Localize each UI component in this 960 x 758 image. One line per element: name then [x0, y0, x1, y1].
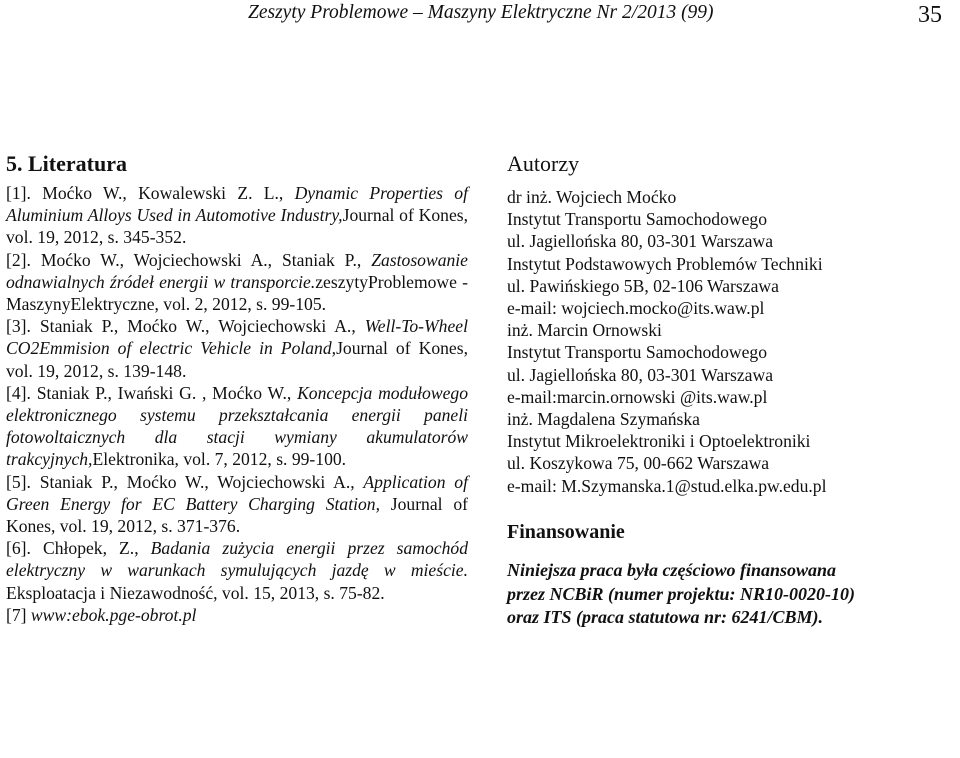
- author-line: ul. Pawińskiego 5B, 02-106 Warszawa: [507, 275, 779, 296]
- author-line: inż. Magdalena Szymańska: [507, 409, 700, 430]
- funding-line: przez NCBiR (numer projektu: NR10-0020-10): [507, 583, 856, 604]
- author-line: e-mail: M.Szymanska.1@stud.elka.pw.edu.pl: [507, 475, 827, 496]
- journal-title: Zeszyty Problemowe – Maszyny Elektryczne Nr 2/2013 (99): [248, 2, 714, 23]
- author-line: Instytut Podstawowych Problemów Techniki: [507, 253, 823, 274]
- right-column: [507, 150, 959, 630]
- funding-line: Niniejsza praca była częściowo finansowana: [507, 560, 837, 581]
- reference-item: [4]. Staniak P., Iwański G. , Moćko W., Koncepcja modułowego elektronicznego systemu przekształcania energii paneli fotowoltaicznych dla stacji wymiany akumulatorów trakcyjnych,Elektronika, vol. 7, 2012, s. 99-100.: [6, 382, 468, 470]
- author-line: ul. Jagiellońska 80, 03-301 Warszawa: [507, 231, 774, 252]
- author-line: ul. Jagiellońska 80, 03-301 Warszawa: [507, 364, 774, 385]
- authors-heading: Autorzy: [507, 151, 580, 176]
- author-line: ul. Koszykowa 75, 00-662 Warszawa: [507, 453, 770, 474]
- authors-list: [507, 186, 959, 497]
- funding-heading: Finansowanie: [507, 520, 625, 543]
- reference-item: [1]. Moćko W., Kowalewski Z. L., Dynamic Properties of Aluminium Alloys Used in Automotive Industry,Journal of Kones, vol. 19, 2012, s. 345-352.: [6, 183, 468, 248]
- author-line: e-mail: wojciech.mocko@its.waw.pl: [507, 298, 765, 319]
- page-number: 35: [918, 2, 942, 28]
- author-line: inż. Marcin Ornowski: [507, 320, 662, 341]
- author-line: Instytut Transportu Samochodowego: [507, 209, 767, 230]
- author-line: dr inż. Wojciech Moćko: [507, 187, 677, 207]
- reference-list: [6, 182, 468, 626]
- author-line: Instytut Transportu Samochodowego: [507, 342, 767, 363]
- reference-item: [5]. Staniak P., Moćko W., Wojciechowski A., Application of Green Energy for EC Battery Charging Station, Journal of Kones, vol. 19, 2012, s. 371-376.: [6, 471, 468, 537]
- page-header: [0, 2, 960, 38]
- author-line: Instytut Mikroelektroniki i Optoelektroniki: [507, 431, 811, 452]
- funding-text: [507, 559, 959, 630]
- reference-item: [3]. Staniak P., Moćko W., Wojciechowski A., Well-To-Wheel CO2Emmision of electric Vehicle in Poland,Journal of Kones, vol. 19, 2012, s. 139-148.: [6, 316, 468, 381]
- literature-column: [6, 150, 468, 626]
- reference-item: [6]. Chłopek, Z., Badania zużycia energii przez samochód elektryczny w warunkach symulujących jazdę w mieście. Eksploatacja i Niezawodność, vol. 15, 2013, s. 75-82.: [6, 538, 469, 603]
- funding-line: oraz ITS (praca statutowa nr: 6241/CBM).: [507, 607, 824, 628]
- reference-item: [2]. Moćko W., Wojciechowski A., Staniak P., Zastosowanie odnawialnych źródeł energii w transporcie.zeszytyProblemowe - MaszynyElektryczne, vol. 2, 2012, s. 99-105.: [6, 249, 468, 315]
- reference-item: [7] www:ebok.pge-obrot.pl: [6, 604, 197, 625]
- literature-heading: 5. Literatura: [6, 151, 127, 176]
- author-line: e-mail:marcin.ornowski @its.waw.pl: [507, 386, 768, 407]
